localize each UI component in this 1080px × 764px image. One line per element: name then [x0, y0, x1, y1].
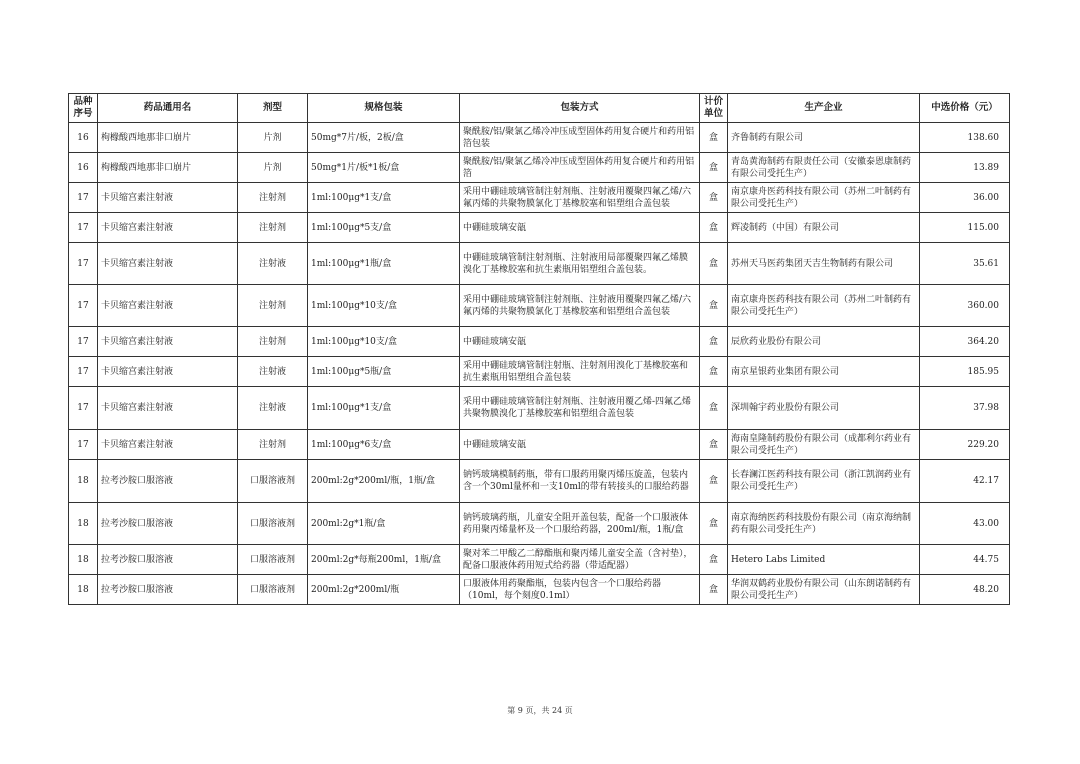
table-row: [69, 387, 1010, 430]
cell-spec: 200ml:2g*200ml/瓶，1瓶/盒: [308, 460, 460, 503]
cell-price: 364.20: [920, 327, 1010, 357]
cell-unit: 盒: [700, 545, 728, 575]
header-maker: 生产企业: [728, 94, 920, 123]
cell-drug-name: 枸橼酸西地那非口崩片: [98, 153, 238, 183]
cell-spec: 200ml:2g*1瓶/盒: [308, 503, 460, 545]
table-row: [69, 327, 1010, 357]
cell-packaging: 聚酰胺/铝/聚氯乙烯冷冲压成型固体药用复合硬片和药用铝箔: [460, 153, 700, 183]
cell-unit: 盒: [700, 357, 728, 387]
cell-manufacturer: 南京海纳医药科技股份有限公司（南京海纳制药有限公司受托生产）: [728, 503, 920, 545]
cell-spec: 1ml:100μg*1支/盒: [308, 387, 460, 430]
header-unit: 计价单位: [700, 94, 728, 123]
cell-seq: 18: [69, 503, 98, 545]
cell-dosage-form: 注射剂: [238, 430, 308, 460]
cell-price: 42.17: [920, 460, 1010, 503]
table-row: [69, 183, 1010, 213]
cell-packaging: 口服液体用药聚酯瓶，包装内包含一个口服给药器（10ml，每个刻度0.1ml）: [460, 575, 700, 605]
cell-packaging: 钠钙玻璃药瓶，儿童安全阻开盖包装，配备一个口服液体药用聚丙烯量杯及一个口服给药器，200ml/瓶，1瓶/盒: [460, 503, 700, 545]
table-row: [69, 123, 1010, 153]
cell-seq: 17: [69, 183, 98, 213]
cell-drug-name: 卡贝缩宫素注射液: [98, 327, 238, 357]
header-spec: 规格包装: [308, 94, 460, 123]
cell-spec: 1ml:100μg*1瓶/盒: [308, 243, 460, 285]
cell-price: 37.98: [920, 387, 1010, 430]
cell-drug-name: 卡贝缩宫素注射液: [98, 213, 238, 243]
cell-manufacturer: 辰欣药业股份有限公司: [728, 327, 920, 357]
cell-seq: 17: [69, 357, 98, 387]
cell-manufacturer: 辉凌制药（中国）有限公司: [728, 213, 920, 243]
cell-dosage-form: 注射剂: [238, 183, 308, 213]
table-row: [69, 153, 1010, 183]
cell-dosage-form: 口服溶液剂: [238, 503, 308, 545]
cell-unit: 盒: [700, 327, 728, 357]
cell-seq: 17: [69, 387, 98, 430]
cell-manufacturer: 华润双鹤药业股份有限公司（山东朗诺制药有限公司受托生产）: [728, 575, 920, 605]
cell-unit: 盒: [700, 285, 728, 327]
cell-seq: 17: [69, 327, 98, 357]
cell-spec: 200ml:2g*200ml/瓶: [308, 575, 460, 605]
drug-price-table: [68, 93, 1010, 605]
cell-manufacturer: 长春澜江医药科技有限公司（浙江凯润药业有限公司受托生产）: [728, 460, 920, 503]
cell-packaging: 中硼硅玻璃安瓿: [460, 430, 700, 460]
cell-unit: 盒: [700, 243, 728, 285]
cell-dosage-form: 片剂: [238, 153, 308, 183]
cell-packaging: 钠钙玻璃模制药瓶，带有口服药用聚丙烯压旋盖，包装内含一个30ml量杯和一支10ml的带有转接头的口服给药器: [460, 460, 700, 503]
page-footer: 第 9 页，共 24 页: [507, 706, 573, 715]
cell-drug-name: 拉考沙胺口服溶液: [98, 503, 238, 545]
cell-seq: 17: [69, 285, 98, 327]
cell-spec: 1ml:100μg*5瓶/盒: [308, 357, 460, 387]
cell-price: 138.60: [920, 123, 1010, 153]
cell-dosage-form: 注射剂: [238, 327, 308, 357]
cell-price: 185.95: [920, 357, 1010, 387]
cell-packaging: 中硼硅玻璃安瓿: [460, 327, 700, 357]
cell-price: 229.20: [920, 430, 1010, 460]
cell-price: 35.61: [920, 243, 1010, 285]
cell-manufacturer: 南京星银药业集团有限公司: [728, 357, 920, 387]
cell-spec: 1ml:100μg*6支/盒: [308, 430, 460, 460]
cell-unit: 盒: [700, 460, 728, 503]
cell-dosage-form: 注射剂: [238, 213, 308, 243]
table-row: [69, 357, 1010, 387]
cell-drug-name: 卡贝缩宫素注射液: [98, 285, 238, 327]
cell-packaging: 聚酰胺/铝/聚氯乙烯冷冲压成型固体药用复合硬片和药用铝箔包装: [460, 123, 700, 153]
cell-dosage-form: 注射液: [238, 243, 308, 285]
cell-spec: 1ml:100μg*5支/盒: [308, 213, 460, 243]
cell-unit: 盒: [700, 213, 728, 243]
cell-seq: 18: [69, 545, 98, 575]
cell-dosage-form: 口服溶液剂: [238, 575, 308, 605]
cell-unit: 盒: [700, 153, 728, 183]
cell-packaging: 中硼硅玻璃安瓿: [460, 213, 700, 243]
cell-drug-name: 拉考沙胺口服溶液: [98, 545, 238, 575]
cell-price: 360.00: [920, 285, 1010, 327]
table-row: [69, 213, 1010, 243]
table-body: [69, 123, 1010, 605]
table-row: [69, 285, 1010, 327]
cell-manufacturer: 深圳翰宇药业股份有限公司: [728, 387, 920, 430]
cell-unit: 盒: [700, 430, 728, 460]
cell-unit: 盒: [700, 503, 728, 545]
cell-spec: 50mg*7片/板，2板/盒: [308, 123, 460, 153]
cell-spec: 200ml:2g*每瓶200ml，1瓶/盒: [308, 545, 460, 575]
cell-price: 13.89: [920, 153, 1010, 183]
cell-drug-name: 拉考沙胺口服溶液: [98, 460, 238, 503]
cell-packaging: 中硼硅玻璃管制注射剂瓶、注射液用局部覆聚四氟乙烯膜溴化丁基橡胶塞和抗生素瓶用铝塑组合盖包装。: [460, 243, 700, 285]
cell-drug-name: 卡贝缩宫素注射液: [98, 387, 238, 430]
cell-dosage-form: 注射液: [238, 387, 308, 430]
table-row: [69, 575, 1010, 605]
cell-seq: 16: [69, 153, 98, 183]
cell-manufacturer: 南京康舟医药科技有限公司（苏州二叶制药有限公司受托生产）: [728, 285, 920, 327]
cell-drug-name: 卡贝缩宫素注射液: [98, 430, 238, 460]
table-row: [69, 545, 1010, 575]
cell-spec: 1ml:100μg*10支/盒: [308, 327, 460, 357]
cell-unit: 盒: [700, 387, 728, 430]
cell-seq: 18: [69, 460, 98, 503]
table-row: [69, 243, 1010, 285]
header-seq: 品种序号: [69, 94, 98, 123]
cell-dosage-form: 注射剂: [238, 285, 308, 327]
cell-spec: 50mg*1片/板*1板/盒: [308, 153, 460, 183]
cell-price: 36.00: [920, 183, 1010, 213]
cell-manufacturer: 海南皇隆制药股份有限公司（成都利尔药业有限公司受托生产）: [728, 430, 920, 460]
cell-drug-name: 拉考沙胺口服溶液: [98, 575, 238, 605]
cell-seq: 17: [69, 430, 98, 460]
cell-seq: 17: [69, 243, 98, 285]
header-form: 剂型: [238, 94, 308, 123]
cell-packaging: 采用中硼硅玻璃管制注射剂瓶、注射液用覆聚四氟乙烯/六氟丙烯的共聚物膜氯化丁基橡胶塞和铝塑组合盖包装: [460, 285, 700, 327]
cell-seq: 18: [69, 575, 98, 605]
cell-drug-name: 枸橼酸西地那非口崩片: [98, 123, 238, 153]
cell-seq: 17: [69, 213, 98, 243]
cell-drug-name: 卡贝缩宫素注射液: [98, 183, 238, 213]
cell-drug-name: 卡贝缩宫素注射液: [98, 357, 238, 387]
table-row: [69, 460, 1010, 503]
cell-price: 44.75: [920, 545, 1010, 575]
cell-unit: 盒: [700, 183, 728, 213]
cell-packaging: 采用中硼硅玻璃管制注射剂瓶、注射液用覆乙烯-四氟乙烯共聚物膜溴化丁基橡胶塞和铝塑组合盖包装: [460, 387, 700, 430]
header-row: [69, 94, 1010, 123]
cell-manufacturer: 南京康舟医药科技有限公司（苏州二叶制药有限公司受托生产）: [728, 183, 920, 213]
cell-packaging: 采用中硼硅玻璃管制注射剂瓶、注射液用覆聚四氟乙烯/六氟丙烯的共聚物膜氯化丁基橡胶塞和铝塑组合盖包装: [460, 183, 700, 213]
cell-spec: 1ml:100μg*10支/盒: [308, 285, 460, 327]
cell-price: 43.00: [920, 503, 1010, 545]
header-price: 中选价格（元）: [920, 94, 1010, 123]
cell-dosage-form: 口服溶液剂: [238, 460, 308, 503]
cell-dosage-form: 口服溶液剂: [238, 545, 308, 575]
cell-manufacturer: Hetero Labs Limited: [728, 545, 920, 575]
cell-packaging: 聚对苯二甲酸乙二醇酯瓶和聚丙烯儿童安全盖（含衬垫），配备口服液体药用短式给药器（带适配器）: [460, 545, 700, 575]
cell-manufacturer: 齐鲁制药有限公司: [728, 123, 920, 153]
cell-price: 115.00: [920, 213, 1010, 243]
cell-packaging: 采用中硼硅玻璃管制注射瓶、注射剂用溴化丁基橡胶塞和抗生素瓶用铝塑组合盖包装: [460, 357, 700, 387]
header-pack: 包装方式: [460, 94, 700, 123]
table-row: [69, 430, 1010, 460]
cell-drug-name: 卡贝缩宫素注射液: [98, 243, 238, 285]
cell-price: 48.20: [920, 575, 1010, 605]
table-row: [69, 503, 1010, 545]
cell-seq: 16: [69, 123, 98, 153]
header-name: 药品通用名: [98, 94, 238, 123]
cell-manufacturer: 青岛黄海制药有限责任公司（安徽泰恩康制药有限公司受托生产）: [728, 153, 920, 183]
cell-spec: 1ml:100μg*1支/盒: [308, 183, 460, 213]
cell-unit: 盒: [700, 575, 728, 605]
cell-dosage-form: 注射液: [238, 357, 308, 387]
cell-dosage-form: 片剂: [238, 123, 308, 153]
cell-unit: 盒: [700, 123, 728, 153]
cell-manufacturer: 苏州天马医药集团天吉生物制药有限公司: [728, 243, 920, 285]
